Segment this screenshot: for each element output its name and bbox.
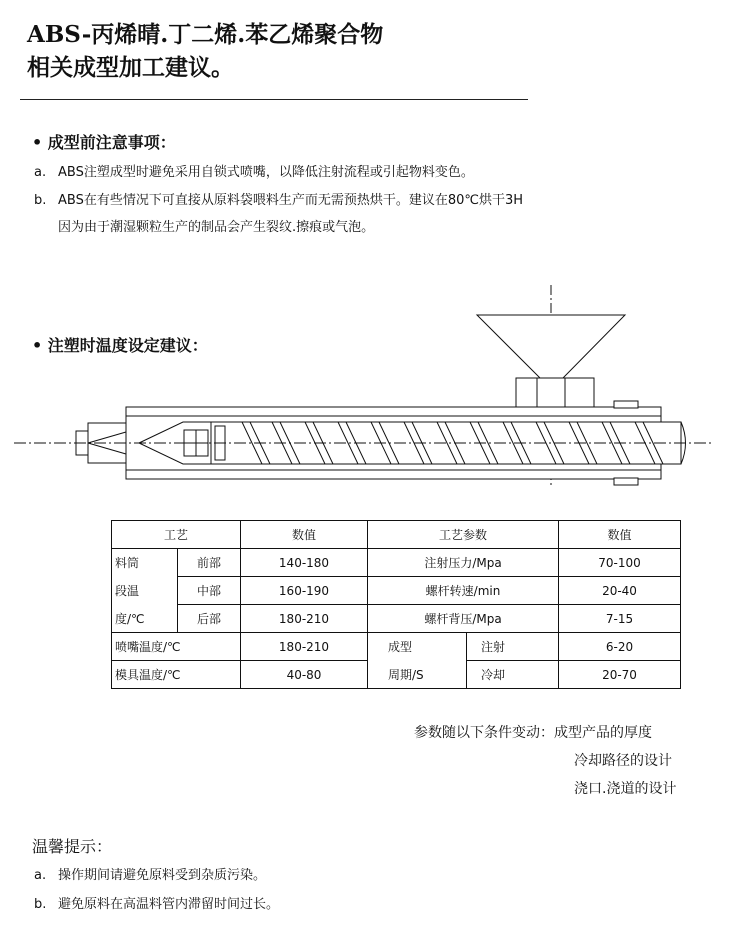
param-screw-speed-value: 20-40 [559, 577, 681, 605]
item-text: ABS在有些情况下可直接从原料袋喂料生产而无需预热烘干。建议在80℃烘干3H [58, 193, 524, 208]
conditions-lead: 参数随以下条件变动： [414, 725, 554, 741]
barrel-label-3: 度/℃ [112, 605, 178, 633]
tips-heading: 温馨提示： [32, 837, 113, 856]
header-process: 工艺 [112, 521, 241, 549]
conditions-line-1 [414, 722, 652, 742]
table-row [112, 577, 681, 605]
zone-rear: 后部 [178, 605, 241, 633]
inject-label: 注射 [467, 633, 559, 661]
param-screw-speed: 螺杆转速/min [368, 577, 559, 605]
inject-value: 6-20 [559, 633, 681, 661]
heater-plate-top [614, 401, 638, 408]
zone-middle-value: 160-190 [241, 577, 368, 605]
condition-item: 成型产品的厚度 [554, 725, 652, 741]
zone-front: 前部 [178, 549, 241, 577]
table-row [112, 661, 681, 689]
param-back-pressure: 螺杆背压/Mpa [368, 605, 559, 633]
pre-molding-heading: • 成型前注意事项： [32, 133, 176, 152]
pre-molding-item-b-continuation: 因为由于潮湿颗粒生产的制品会产生裂纹.擦痕或气泡。 [58, 220, 375, 235]
condition-item: 浇口.浇道的设计 [574, 781, 677, 797]
process-parameter-table [111, 520, 681, 689]
mold-temp-value: 40-80 [241, 661, 368, 689]
nozzle-temp-value: 180-210 [241, 633, 368, 661]
cool-value: 20-70 [559, 661, 681, 689]
tip-item-b [34, 893, 279, 912]
header-value: 数值 [241, 521, 368, 549]
mold-temp-label: 模具温度/℃ [112, 661, 241, 689]
zone-middle: 中部 [178, 577, 241, 605]
table-header-row [112, 521, 681, 549]
zone-rear-value: 180-210 [241, 605, 368, 633]
item-marker: a. [34, 165, 47, 180]
table-row [112, 605, 681, 633]
item-marker: a. [34, 868, 47, 883]
document-title-line2: 相关成型加工建议。 [27, 54, 234, 81]
cycle-label-2: 周期/S [368, 661, 467, 689]
document-title-line1: ABS-丙烯晴.丁二烯.苯乙烯聚合物 [27, 21, 384, 48]
header-param-value: 数值 [559, 521, 681, 549]
param-injection-pressure-value: 70-100 [559, 549, 681, 577]
title-divider [20, 99, 528, 100]
barrel-label-2: 段温 [112, 577, 178, 605]
cool-label: 冷却 [467, 661, 559, 689]
tip-item-a [34, 864, 266, 883]
cycle-label-1: 成型 [368, 633, 467, 661]
nozzle-temp-label: 喷嘴温度/℃ [112, 633, 241, 661]
condition-item: 冷却路径的设计 [574, 753, 672, 769]
item-marker: b. [34, 897, 47, 912]
param-back-pressure-value: 7-15 [559, 605, 681, 633]
temperature-heading: • 注塑时温度设定建议： [32, 336, 208, 355]
zone-front-value: 140-180 [241, 549, 368, 577]
pre-molding-item-a [34, 161, 474, 180]
pre-molding-item-b [34, 189, 523, 208]
item-text: 避免原料在高温料管内滞留时间过长。 [58, 897, 280, 912]
item-text: ABS注塑成型时避免采用自锁式喷嘴，以降低注射流程或引起物料变色。 [58, 165, 474, 180]
injection-machine-diagram [0, 270, 750, 495]
heater-plate-bottom [614, 478, 638, 485]
param-injection-pressure: 注射压力/Mpa [368, 549, 559, 577]
hopper-icon [477, 315, 625, 378]
table-row [112, 633, 681, 661]
item-text: 操作期间请避免原料受到杂质污染。 [58, 868, 267, 883]
barrel-label-1: 料筒 [112, 549, 178, 577]
table-row [112, 549, 681, 577]
header-process-param: 工艺参数 [368, 521, 559, 549]
item-marker: b. [34, 193, 47, 208]
